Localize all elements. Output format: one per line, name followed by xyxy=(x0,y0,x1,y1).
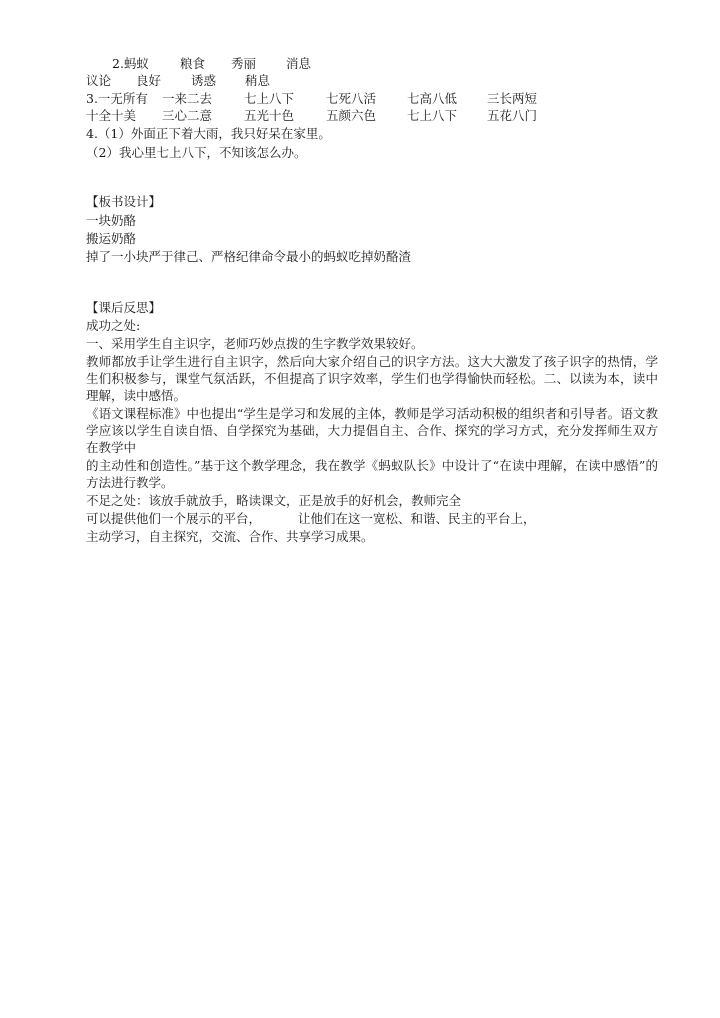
answer-word: 粮食 xyxy=(180,56,206,71)
idiom: 三心二意 xyxy=(162,108,213,123)
idiom: 五光十色 xyxy=(244,108,295,123)
idiom: 三长两短 xyxy=(487,91,538,106)
idiom: 七高八低 xyxy=(407,91,458,106)
idiom: 七上八下 xyxy=(407,108,458,123)
reflection-fragment: 让他们在这一宽松、和谐、民主的平台上， xyxy=(298,511,536,526)
reflection-point: 一、采用学生自主识字，老师巧妙点拨的生字教学效果较好。 xyxy=(86,336,424,351)
reflection-paragraph: 《语文课程标准》中也提出“学生是学习和发展的主体，教师是学习活动积极的组织者和引导者。语文教学应该以学生自读自悟、自学探究为基础，大力提倡自主、合作、探究的学习方式，充分发挥师生双方在教学中 xyxy=(86,406,658,455)
board-line: 搬运奶酪 xyxy=(86,231,137,246)
answer-word: 稍息 xyxy=(245,73,271,88)
reflection-line: 主动学习，自主探究，交流、合作、共享学习成果。 xyxy=(86,529,374,544)
answer-word: 良好 xyxy=(136,73,162,88)
idiom: 七上八下 xyxy=(244,91,295,106)
board-line: 一块奶酪 xyxy=(86,213,137,228)
idiom: 五颜六色 xyxy=(326,108,377,123)
answer-word: 消息 xyxy=(286,56,312,71)
board-heading: 【板书设计】 xyxy=(86,194,162,209)
answer-word: 诱惑 xyxy=(191,73,217,88)
reflection-heading: 【课后反思】 xyxy=(86,300,162,315)
idiom: 一来二去 xyxy=(162,91,213,106)
reflection-paragraph: 教师都放手让学生进行自主识字，然后向大家介绍自己的识字方法。这大大激发了孩子识字的热情，学生们积极参与，课堂气氛活跃，不但提高了识字效率，学生们也学得愉快而轻松。二、以读为本，读中理解，读中感悟。 xyxy=(86,354,658,403)
reflection-fragment: 可以提供他们一个展示的平台， xyxy=(86,511,262,526)
success-label: 成功之处: xyxy=(86,318,141,333)
idiom: 十全十美 xyxy=(86,108,137,123)
idiom: 3.一无所有 xyxy=(86,91,148,106)
answer-word: 秀丽 xyxy=(231,56,257,71)
answer-q4-1: 4.（1）外面正下着大雨，我只好呆在家里。 xyxy=(86,126,331,141)
idiom: 七死八活 xyxy=(326,91,377,106)
shortfall-text: 不足之处：该放手就放手，略读课文，正是放手的好机会，教师完全 xyxy=(86,493,462,508)
reflection-paragraph: 的主动性和创造性。”基于这个教学理念，我在教学《蚂蚁队长》中设计了“在读中理解，在读中感悟”的方法进行教学。 xyxy=(86,458,658,490)
answer-q4-2: （2）我心里七上八下，不知该怎么办。 xyxy=(86,145,307,160)
idiom: 五花八门 xyxy=(487,108,538,123)
answer-word: 议论 xyxy=(86,73,112,88)
board-line: 掉了一小块严于律己、严格纪律命令最小的蚂蚁吃掉奶酪渣 xyxy=(86,249,412,264)
answer-word: 2.蚂蚁 xyxy=(112,56,149,71)
